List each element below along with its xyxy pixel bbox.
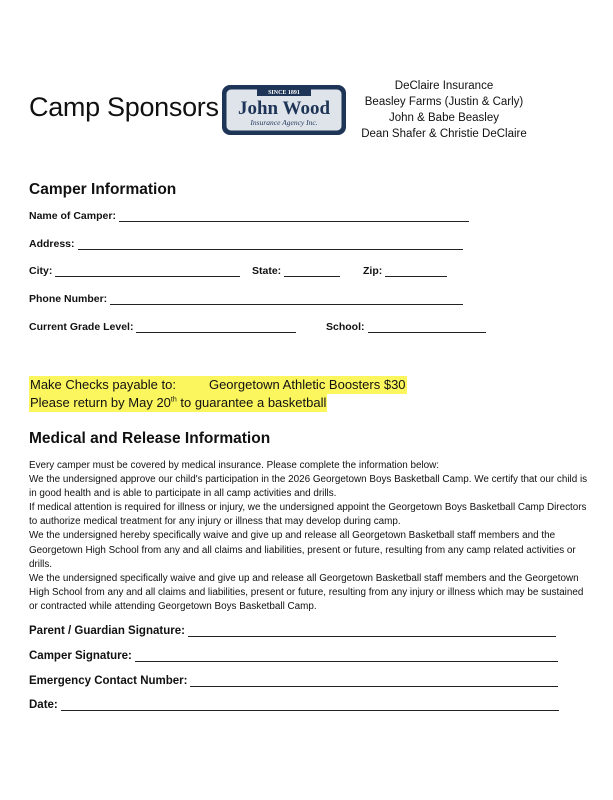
medical-paragraph: If medical attention is required for illness or injury, we the undersigned appoint the Georgetown Boys Basketball Camp Directors to authorize medical treatment for any injury or illness that may develop during camp. <box>29 502 587 528</box>
medical-paragraph: We the undersigned approve our child's participation in the 2026 Georgetown Boys Basketball Camp. We certify that our child is in good health and is able to participate in all camp activities and drills. <box>29 474 588 500</box>
medical-paragraph: We the undersigned specifically waive and give up and release all Georgetown Basketball staff members and the Georgetown High School from any and all claims and liabilities, present or future, resulting from any injury or illness which may be sustained or contracted while attending Georgetown Boys Basketball Camp. <box>29 572 584 612</box>
page-title: Camp Sponsors <box>29 92 219 122</box>
medical-paragraph: Every camper must be covered by medical insurance. Please complete the information below: <box>29 460 440 471</box>
camper-signature-field[interactable] <box>29 650 558 662</box>
state-input-line[interactable] <box>284 266 340 277</box>
emergency-contact-line[interactable] <box>190 675 558 687</box>
date-line[interactable] <box>61 699 559 711</box>
john-wood-logo <box>221 84 347 136</box>
logo-name-text: John Wood <box>237 98 331 119</box>
return-deadline-line <box>29 394 327 412</box>
parent-signature-line[interactable] <box>188 625 556 637</box>
school-label: School: <box>326 321 365 333</box>
city-field[interactable] <box>29 265 240 277</box>
sponsor-item: Beasley Farms (Justin & Carly) <box>364 96 524 108</box>
address-label: Address: <box>29 238 75 250</box>
address-input-line[interactable] <box>78 239 463 250</box>
logo-tagline-text: Insurance Agency Inc. <box>250 118 318 127</box>
camper-name-input-line[interactable] <box>119 211 469 222</box>
return-superscript: th <box>170 396 177 404</box>
emergency-contact-label: Emergency Contact Number: <box>29 675 188 687</box>
state-field[interactable] <box>252 265 340 277</box>
grade-field[interactable] <box>29 321 296 333</box>
city-label: City: <box>29 265 53 277</box>
checks-label: Make Checks payable to: <box>30 377 176 392</box>
camper-info-heading: Camper Information <box>29 181 177 198</box>
medical-release-text <box>29 459 589 614</box>
camper-name-field[interactable] <box>29 210 469 222</box>
zip-input-line[interactable] <box>385 266 447 277</box>
return-text-end: to guarantee a basketball <box>176 395 327 410</box>
return-text: Please return by May 20 <box>30 395 171 410</box>
parent-signature-label: Parent / Guardian Signature: <box>29 625 185 637</box>
school-input-line[interactable] <box>368 322 486 333</box>
sponsor-item: John & Babe Beasley <box>389 112 499 124</box>
grade-label: Current Grade Level: <box>29 321 134 333</box>
camper-signature-label: Camper Signature: <box>29 650 132 662</box>
state-label: State: <box>252 265 282 277</box>
camper-signature-line[interactable] <box>135 650 558 662</box>
zip-label: Zip: <box>363 265 383 277</box>
phone-label: Phone Number: <box>29 293 108 305</box>
emergency-contact-field[interactable] <box>29 675 558 687</box>
camper-name-label: Name of Camper: <box>29 210 116 222</box>
school-field[interactable] <box>326 321 486 333</box>
checks-payee: Georgetown Athletic Boosters $30 <box>208 377 406 392</box>
sponsor-item: Dean Shafer & Christie DeClaire <box>361 128 527 140</box>
medical-heading: Medical and Release Information <box>29 430 271 447</box>
date-label: Date: <box>29 699 58 711</box>
sponsor-list <box>352 78 536 142</box>
parent-signature-field[interactable] <box>29 625 556 637</box>
checks-payable-line <box>29 376 407 394</box>
sponsor-item: DeClaire Insurance <box>394 80 494 92</box>
logo-since-text: SINCE 1891 <box>268 90 300 96</box>
date-field[interactable] <box>29 699 559 711</box>
grade-input-line[interactable] <box>136 322 296 333</box>
address-field[interactable] <box>29 238 463 250</box>
medical-paragraph: We the undersigned hereby specifically waive and give up and release all Georgetown Basketball staff members and the Georgetown High School from any and all claims and liabilities, present or future, resulting from any camp related activities or drills. <box>29 530 576 570</box>
city-input-line[interactable] <box>55 266 240 277</box>
zip-field[interactable] <box>363 265 447 277</box>
phone-field[interactable] <box>29 293 463 305</box>
phone-input-line[interactable] <box>110 294 463 305</box>
